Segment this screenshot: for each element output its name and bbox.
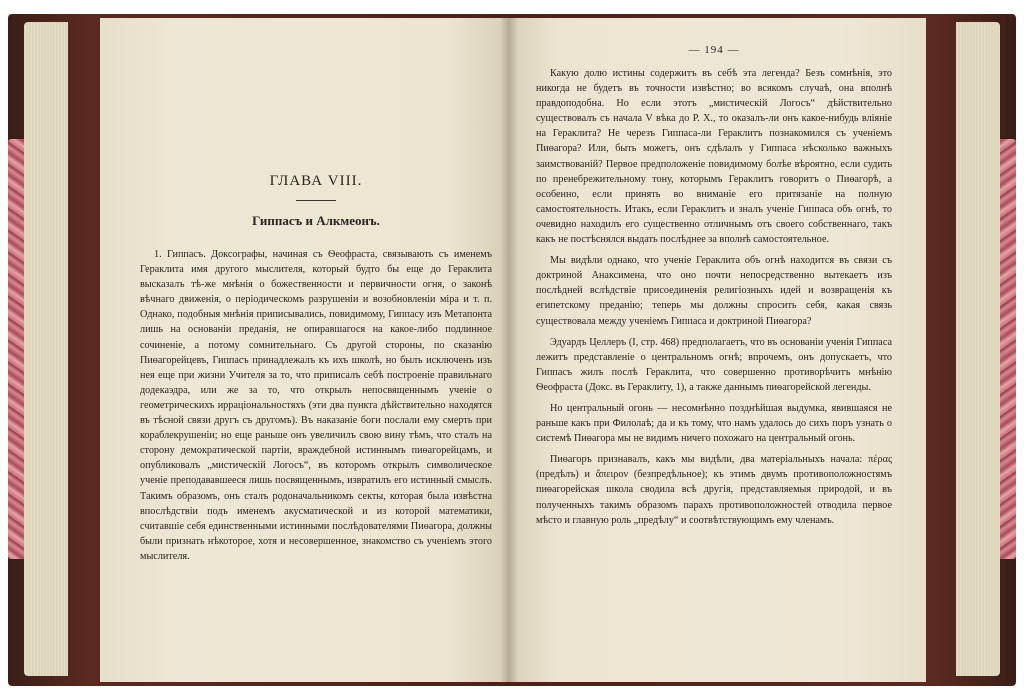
paragraph: 1. Гиппасъ. Доксографы, начиная съ Ѳеофраста, связывають съ именемъ Гераклита имя другого мыслителя, который будто бы еще до Гераклита высказалъ тѣ-же мнѣнія о божественности и первичности огня, о законѣ вѣчнаго движенія, о періодическомъ разрушеніи и возобновленіи міра и т. п. Однако, подобныя мнѣнія приписывались, повидимому, Гиппасу изъ Метапонта лишь на основаніи преданія, не опиравшагося на какое-либо подлинное сочиненіе, а потому сомнительнаго. Съ другой стороны, по сказанію Пиѳагорейцевъ, Гиппасъ принадлежалъ къ ихъ школѣ, но былъ исключенъ изъ нея еще при жизни Учителя за то, что приписалъ себѣ построеніе правильнаго додекаэдра, или же за то, что открылъ непосвященнымъ ученіе о геометрическихъ ирраціональностяхъ (эти два пункта дѣйствительно находятся въ тѣсной связи другъ съ другомъ). Въ наказаніе боги послали ему смерть при кораблекрушеніи; но еще раньше онъ увеличилъ свою вину тѣмъ, что сталъ на сторону демократической партіи, враждебной истиннымъ пиѳагорейцамъ, и опубликовалъ „мистическій Логосъ“, въ которомъ открылъ символическое ученіе преподававшееся лишь посвященнымъ, извратилъ его истинный смыслъ. Такимъ образомъ, онъ сталъ родоначальникомъ секты, которая была извѣстна впослѣдствіи подъ именемъ акусматической и из которой математики, считавшіе себя единственными истинными послѣдователями Пиѳагора, должны были признать нѣкоторое, хотя и несовершенное, знакомство съ ученіемъ этого мыслителя. bbox=[140, 249, 492, 562]
title-rule bbox=[296, 200, 336, 201]
paragraph: Какую долю истины содержитъ въ себѣ эта легенда? Безъ сомнѣнія, это никогда не будетъ въ точности извѣстно; во всякомъ случаѣ, она вполнѣ правдоподобна. Но если этотъ „мистическій Логосъ“ дѣйствительно существовалъ съ начала V вѣка до Р. Х., то оказалъ-ли онъ какое-нибудь вліяніе на Гераклита? Не черезъ Гиппаса-ли Гераклитъ познакомился съ ученіемъ Пиѳагора? Или, быть можетъ, онъ сдѣлалъ у Гиппаса нѣсколько важныхъ заимствованій? Первое предположеніе повидимому болѣе вѣроятно, если судить по пренебрежительному тону, которымъ Гераклитъ говоритъ о Пиѳагорѣ, а особенно, если принять во вниманіе его притязаніе на полную самостоятельность. Итакъ, если Гераклитъ и зналъ ученіе Гиппаса объ огнѣ, то очевидно находилъ его существенно отличнымъ отъ своего собственнаго, такъ какъ не постѣснялся выдать послѣднее за вполнѣ самостоятельное. bbox=[536, 68, 892, 246]
open-book bbox=[8, 4, 1016, 694]
right-page-body bbox=[536, 66, 892, 528]
right-page bbox=[508, 18, 926, 682]
paragraph: Пиѳагоръ признавалъ, какъ мы видѣли, два матеріальныхъ начала: πέρας (предѣлъ) и ἄπειρον (безпредѣльное); къ этимъ двумъ противоположностямъ пиѳагорейская школа сводила всѣ другія, представляемыя природой, и въ полученныхъ такимъ образомъ парахъ противоположностей отводила первое мѣсто и главную роль „предѣлу“ и соотвѣтствующимъ ему членамъ. bbox=[536, 454, 892, 526]
page-edges-right bbox=[956, 22, 1000, 676]
paragraph: Мы видѣли однако, что ученіе Гераклита объ огнѣ находится въ связи съ доктриной Анаксимена, что оно почти непосредственно вытекаетъ изъ послѣдней вслѣдствіе присоединенія религіозныхъ идей и возвращенія къ египетскому преданію; теперь мы должны спросить себя, какая связь существовала между ученіемъ Гиппаса и доктриной Пиѳагора? bbox=[536, 255, 892, 327]
page-number: — 194 — bbox=[688, 44, 740, 56]
page-edges-left bbox=[24, 22, 68, 676]
chapter-title: ГЛАВА VIII. bbox=[269, 173, 363, 189]
left-page bbox=[100, 18, 508, 682]
paragraph: Но центральный огонь — несомнѣнно позднѣйшая выдумка, явившаяся не раньше какъ при Филолаѣ; да и къ тому, что намъ удалось до сихъ поръ узнать о системѣ Пиѳагора мы не видимъ ничего похожаго на центральный огонь. bbox=[536, 402, 892, 445]
section-title: Гиппасъ и Алкмеонъ. bbox=[252, 213, 380, 228]
paragraph: Эдуардъ Целлеръ (I, стр. 468) предполагаетъ, что въ основаніи ученія Гиппаса лежитъ представленіе о центральномъ огнѣ; впрочемъ, онъ допускаетъ, что Гиппасъ жилъ послѣ Гераклита, что совершенно противорѣчитъ мнѣнію Ѳеофраста (Докс. въ Гераклиту, 1), а также даннымъ пиѳагорейской легенды. bbox=[536, 336, 892, 393]
left-page-body bbox=[140, 247, 492, 564]
